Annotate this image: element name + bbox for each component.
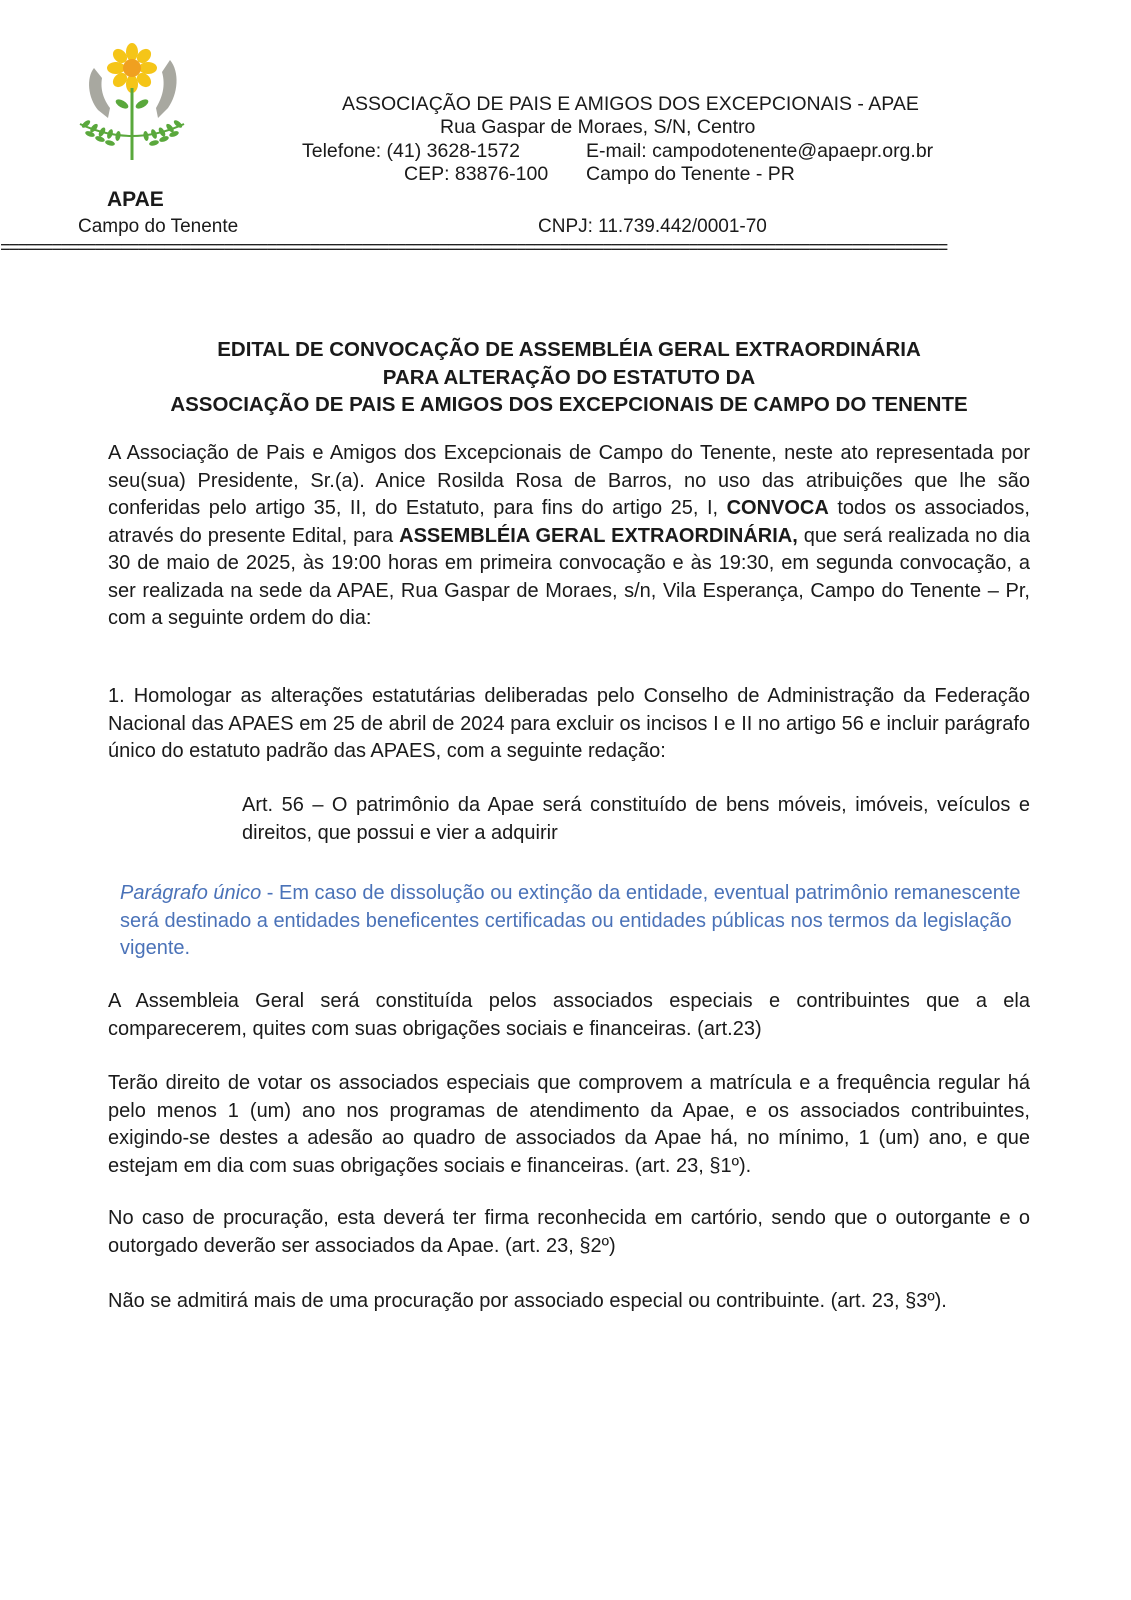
org-name: ASSOCIAÇÃO DE PAIS E AMIGOS DOS EXCEPCIONAIS - APAE: [342, 93, 919, 115]
document-title: [108, 336, 1030, 419]
org-cep: CEP: 83876-100: [404, 163, 549, 185]
paragrafo-unico-label: Parágrafo único: [120, 882, 262, 904]
org-phone: Telefone: (41) 3628-1572: [302, 140, 520, 162]
org-address: Rua Gaspar de Moraes, S/N, Centro: [440, 116, 756, 138]
paragrafo-unico-text: - Em caso de dissolução ou extinção da entidade, eventual patrimônio remanescente será destinado a entidades beneficentes certificadas ou entidades públicas nos termos da legislação vigente.: [120, 882, 1021, 959]
apae-flower-hands-logo-icon: [72, 38, 192, 163]
header-divider: ==============================================================================================================: [0, 239, 947, 259]
voting-rights-paragraph: Terão direito de votar os associados especiais que comprovem a matrícula e a frequência regular há pelo menos 1 (um) ano nos programas de atendimento da Apae, e os associados contribuintes, exigindo-se destes a adesão ao quadro de associados da Apae há, no mínimo, 1 (um) ano, e que estejam em dia com suas obrigações sociais e financeiras. (art. 23, §1º).: [108, 1072, 1030, 1177]
proxy-paragraph: No caso de procuração, esta deverá ter firma reconhecida em cartório, sendo que o outorgante e o outorgado deverão ser associados da Apae. (art. 23, §2º): [108, 1207, 1030, 1257]
org-email: E-mail: campodotenente@apaepr.org.br: [586, 140, 934, 162]
org-cnpj: CNPJ: 11.739.442/0001-70: [538, 216, 767, 237]
paragrafo-unico: [120, 880, 1025, 963]
agenda-item-1: 1. Homologar as alterações estatutárias deliberadas pelo Conselho de Administração da Federação Nacional das APAES em 25 de abril de 2024 para excluir os incisos I e II no artigo 56 e incluir parágrafo único do estatuto padrão das APAES, com a seguinte redação:: [108, 685, 1030, 762]
convocation-paragraph: [108, 440, 1030, 633]
bold-convoca: CONVOCA: [726, 497, 829, 519]
text: que será realizada no dia 30 de maio de 2025, às 19:00 horas em primeira convocação e às 19:30, em segunda convocação, a ser realizada na sede da APAE, Rua Gaspar de Moraes, s/n, Vila Esperança, Campo do Tenente – Pr, com a seguinte ordem do dia:: [108, 524, 1031, 629]
apae-logo: [72, 38, 192, 163]
title-line-1: EDITAL DE CONVOCAÇÃO DE ASSEMBLÉIA GERAL EXTRAORDINÁRIA: [217, 338, 921, 361]
brand-city: Campo do Tenente: [78, 216, 239, 237]
text: todos os associados, através do presente Edital, para: [108, 497, 1030, 547]
article-56-quote: Art. 56 – O patrimônio da Apae será constituído de bens móveis, imóveis, veículos e direitos, que possui e vier a adquirir: [242, 794, 1030, 844]
brand-name: APAE: [107, 188, 164, 211]
bold-assembleia: ASSEMBLÉIA GERAL EXTRAORDINÁRIA,: [399, 524, 798, 547]
assembly-constitution-paragraph: A Assembleia Geral será constituída pelos associados especiais e contribuintes que a ela comparecerem, quites com suas obrigações sociais e financeiras. (art.23): [108, 990, 1030, 1040]
org-city-state: Campo do Tenente - PR: [586, 163, 795, 185]
title-line-2: PARA ALTERAÇÃO DO ESTATUTO DA: [382, 365, 756, 389]
title-line-3: ASSOCIAÇÃO DE PAIS E AMIGOS DOS EXCEPCIONAIS DE CAMPO DO TENENTE: [170, 393, 968, 416]
text: A Associação de Pais e Amigos dos Excepcionais de Campo do Tenente, neste ato representada por seu(sua) Presidente, Sr.(a). Anice Rosilda Rosa de Barros, no uso das atribuições que lhe são conferidas pelo artigo 35, II, do Estatuto, para fins do artigo 25, I,: [108, 442, 1030, 519]
proxy-limit-paragraph: Não se admitirá mais de uma procuração por associado especial ou contribuinte. (art. 23, §3º).: [108, 1290, 947, 1312]
